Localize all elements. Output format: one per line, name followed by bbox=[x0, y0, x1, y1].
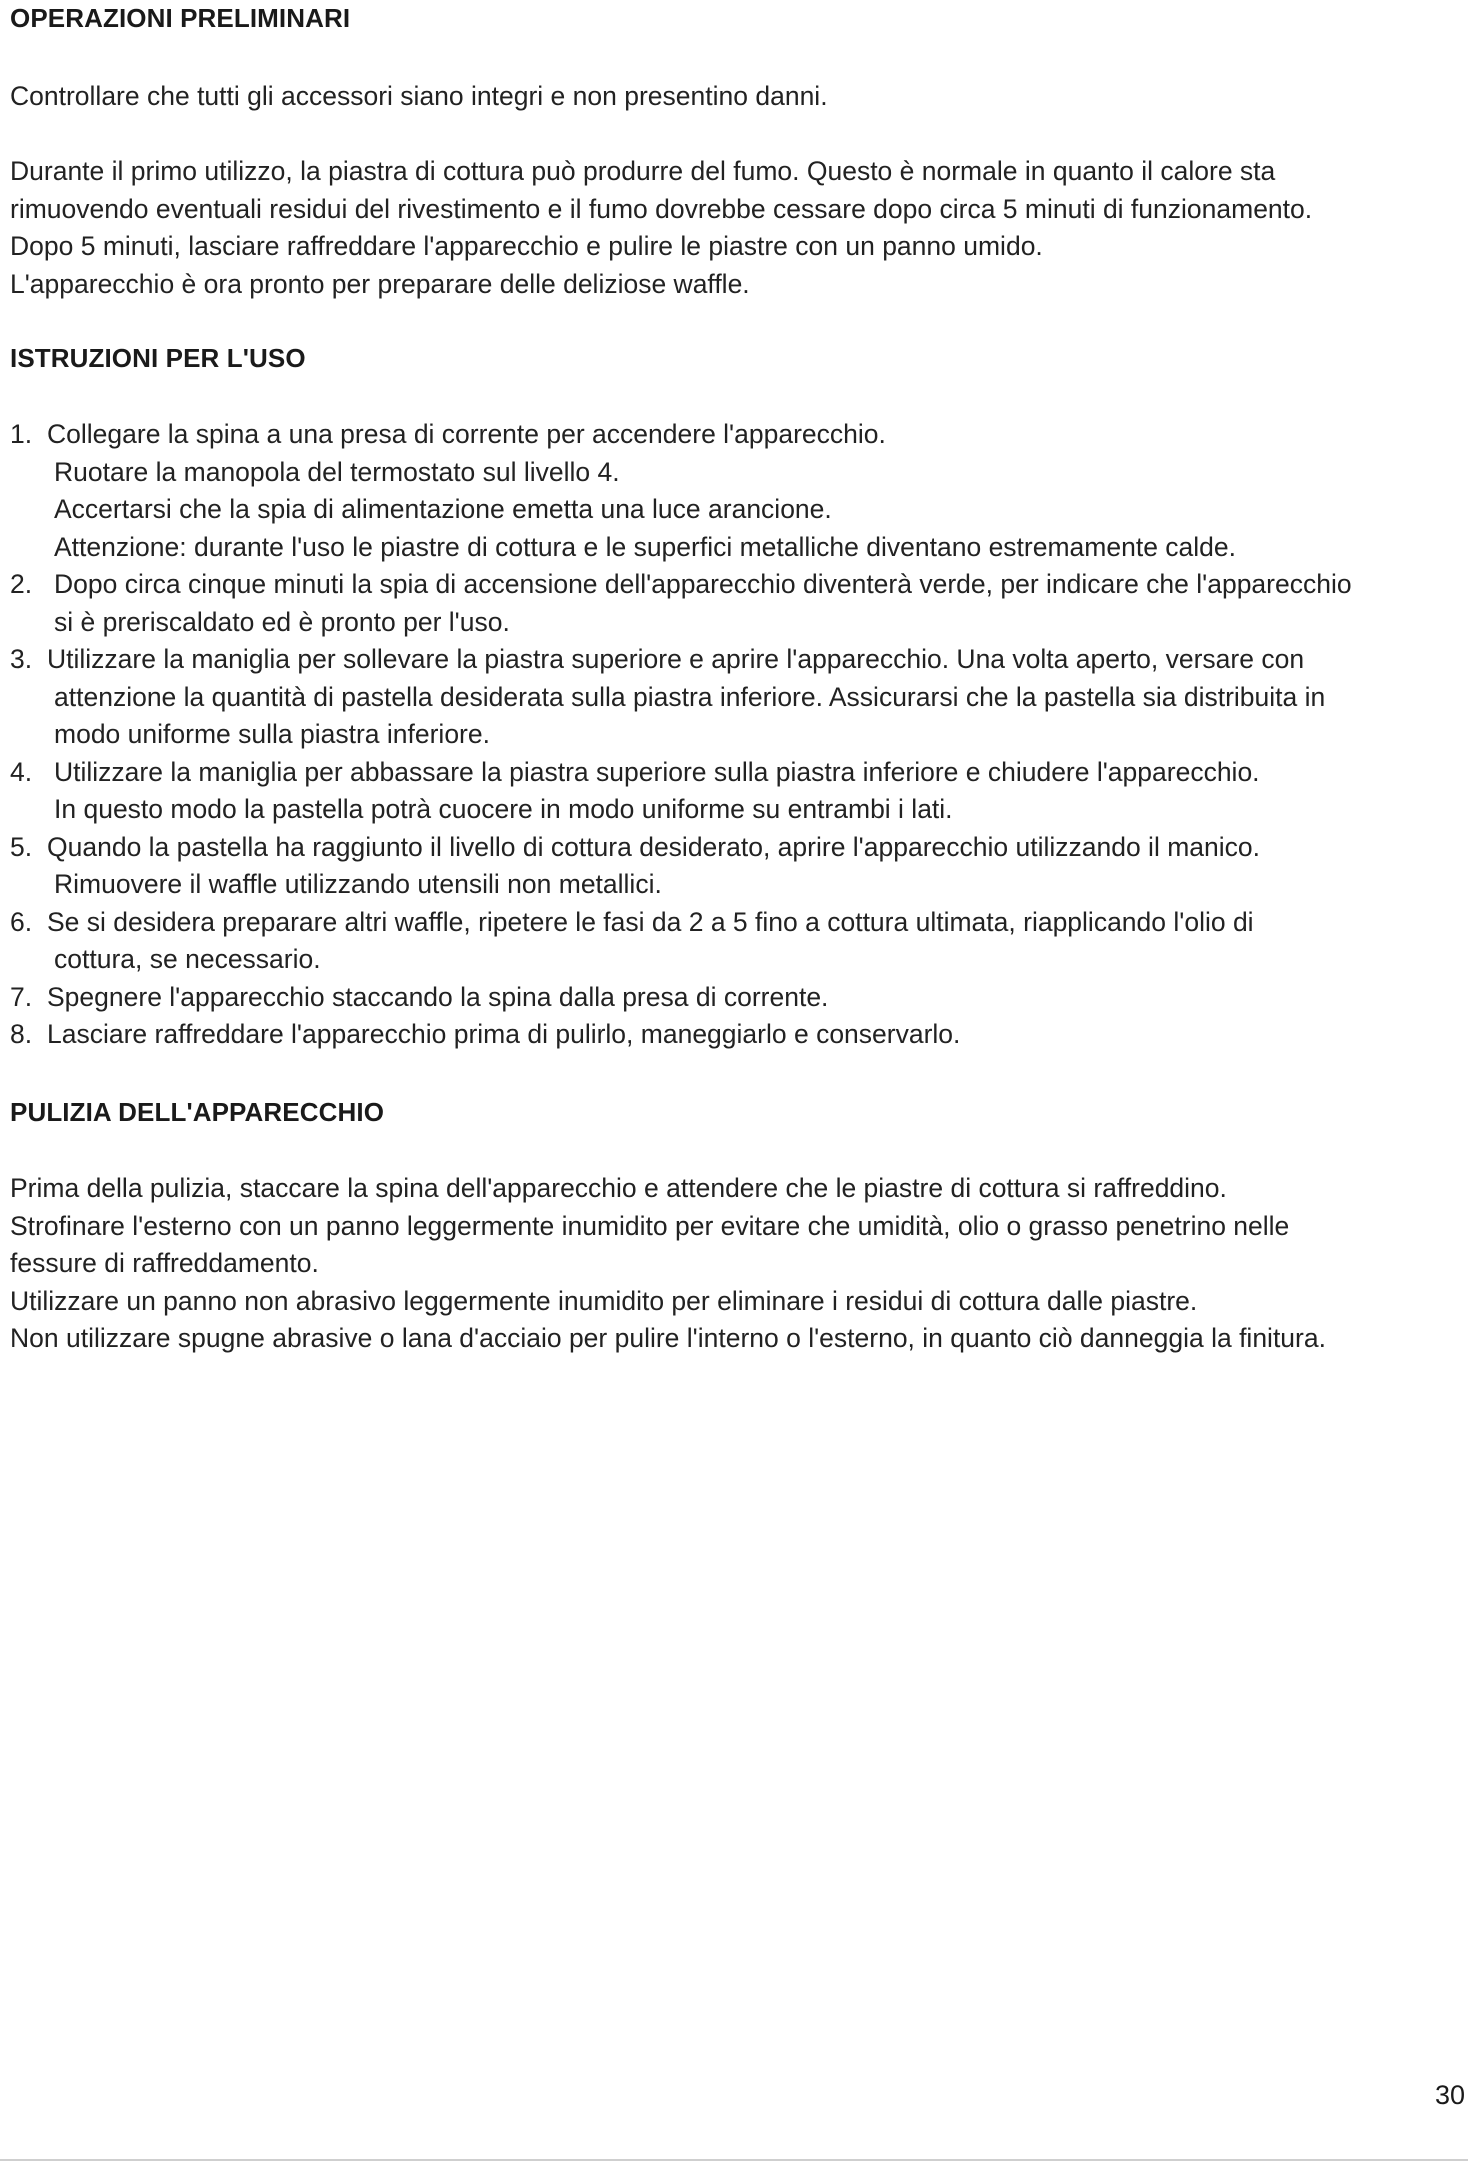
instruction-step-5 bbox=[10, 829, 1460, 904]
text-line: rimuovendo eventuali residui del rivestimento e il fumo dovrebbe cessare dopo circa 5 minuti di funzionamento. bbox=[10, 193, 1313, 224]
text-line: modo uniforme sulla piastra inferiore. bbox=[54, 719, 490, 749]
instruction-step-6 bbox=[10, 904, 1460, 979]
section-heading-pulizia: PULIZIA DELL'APPARECCHIO bbox=[10, 1097, 385, 1127]
text-line: Spegnere l'apparecchio staccando la spina dalla presa di corrente. bbox=[47, 981, 829, 1012]
text-line: fessure di raffreddamento. bbox=[10, 1248, 319, 1278]
text-line: Prima della pulizia, staccare la spina dell'apparecchio e attendere che le piastre di cottura si raffreddino. bbox=[10, 1173, 1227, 1203]
instruction-steps-list bbox=[10, 416, 1460, 1054]
text-line: si è preriscaldato ed è pronto per l'uso. bbox=[54, 606, 510, 637]
text-line: Quando la pastella ha raggiunto il livello di cottura desiderato, aprire l'apparecchio utilizzando il manico. bbox=[47, 831, 1260, 862]
bottom-divider bbox=[0, 2159, 1468, 2161]
instruction-step-2 bbox=[10, 566, 1460, 641]
step-number: 4. bbox=[10, 756, 33, 787]
instruction-step-1 bbox=[10, 416, 1460, 566]
section-heading-operazioni: OPERAZIONI PRELIMINARI bbox=[10, 3, 351, 33]
instruction-step-7 bbox=[10, 979, 1460, 1017]
step-number: 1. bbox=[10, 419, 33, 449]
text-line: L'apparecchio è ora pronto per preparare delle deliziose waffle. bbox=[10, 268, 750, 299]
text-line: Controllare che tutti gli accessori siano integri e non presentino danni. bbox=[10, 81, 828, 111]
text-line: Dopo circa cinque minuti la spia di accensione dell'apparecchio diventerà verde, per indicare che l'apparecchio bbox=[54, 569, 1352, 599]
text-line: Ruotare la manopola del termostato sul livello 4. bbox=[54, 456, 620, 487]
step-number: 6. bbox=[10, 906, 33, 937]
paragraph-primo-utilizzo bbox=[10, 153, 1460, 303]
text-line: Attenzione: durante l'uso le piastre di cottura e le superfici metalliche diventano estremamente calde. bbox=[54, 531, 1237, 562]
step-number: 3. bbox=[10, 644, 33, 674]
section-heading-istruzioni: ISTRUZIONI PER L'USO bbox=[10, 343, 306, 373]
step-number: 2. bbox=[10, 569, 33, 599]
text-line: In questo modo la pastella potrà cuocere in modo uniforme su entrambi i lati. bbox=[54, 794, 953, 824]
text-line: Accertarsi che la spia di alimentazione emetta una luce arancione. bbox=[54, 494, 832, 524]
instruction-step-4 bbox=[10, 754, 1460, 829]
paragraph-pulizia bbox=[10, 1170, 1460, 1358]
step-number: 5. bbox=[10, 831, 33, 862]
step-number: 8. bbox=[10, 1019, 33, 1049]
text-line: Utilizzare un panno non abrasivo leggermente inumidito per eliminare i residui di cottura dalle piastre. bbox=[10, 1285, 1198, 1316]
text-line: Non utilizzare spugne abrasive o lana d'acciaio per pulire l'interno o l'esterno, in quanto ciò danneggia la finitura. bbox=[10, 1323, 1326, 1353]
text-line: Utilizzare la maniglia per abbassare la piastra superiore sulla piastra inferiore e chiudere l'apparecchio. bbox=[54, 756, 1260, 787]
text-line: Lasciare raffreddare l'apparecchio prima di pulirlo, maneggiarlo e conservarlo. bbox=[47, 1019, 961, 1049]
step-number: 7. bbox=[10, 981, 33, 1012]
instruction-step-8 bbox=[10, 1016, 1460, 1054]
page-number: 30 bbox=[1434, 2080, 1465, 2110]
text-line: attenzione la quantità di pastella desiderata sulla piastra inferiore. Assicurarsi che la pastella sia distribuita in bbox=[54, 681, 1326, 712]
text-line: Strofinare l'esterno con un panno leggermente inumidito per evitare che umidità, olio o grasso penetrino nelle bbox=[10, 1210, 1290, 1241]
instruction-step-3 bbox=[10, 641, 1460, 754]
paragraph-accessori-check bbox=[10, 78, 1460, 116]
text-line: Dopo 5 minuti, lasciare raffreddare l'apparecchio e pulire le piastre con un panno umido. bbox=[10, 231, 1043, 261]
text-line: Se si desidera preparare altri waffle, ripetere le fasi da 2 a 5 fino a cottura ultimata, riapplicando l'olio di bbox=[47, 906, 1254, 937]
text-line: Utilizzare la maniglia per sollevare la piastra superiore e aprire l'apparecchio. Una volta aperto, versare con bbox=[47, 644, 1305, 674]
text-line: cottura, se necessario. bbox=[54, 944, 321, 974]
text-line: Collegare la spina a una presa di corrente per accendere l'apparecchio. bbox=[47, 419, 886, 449]
text-line: Durante il primo utilizzo, la piastra di cottura può produrre del fumo. Questo è normale in quanto il calore sta bbox=[10, 156, 1276, 186]
text-line: Rimuovere il waffle utilizzando utensili non metallici. bbox=[54, 869, 662, 899]
